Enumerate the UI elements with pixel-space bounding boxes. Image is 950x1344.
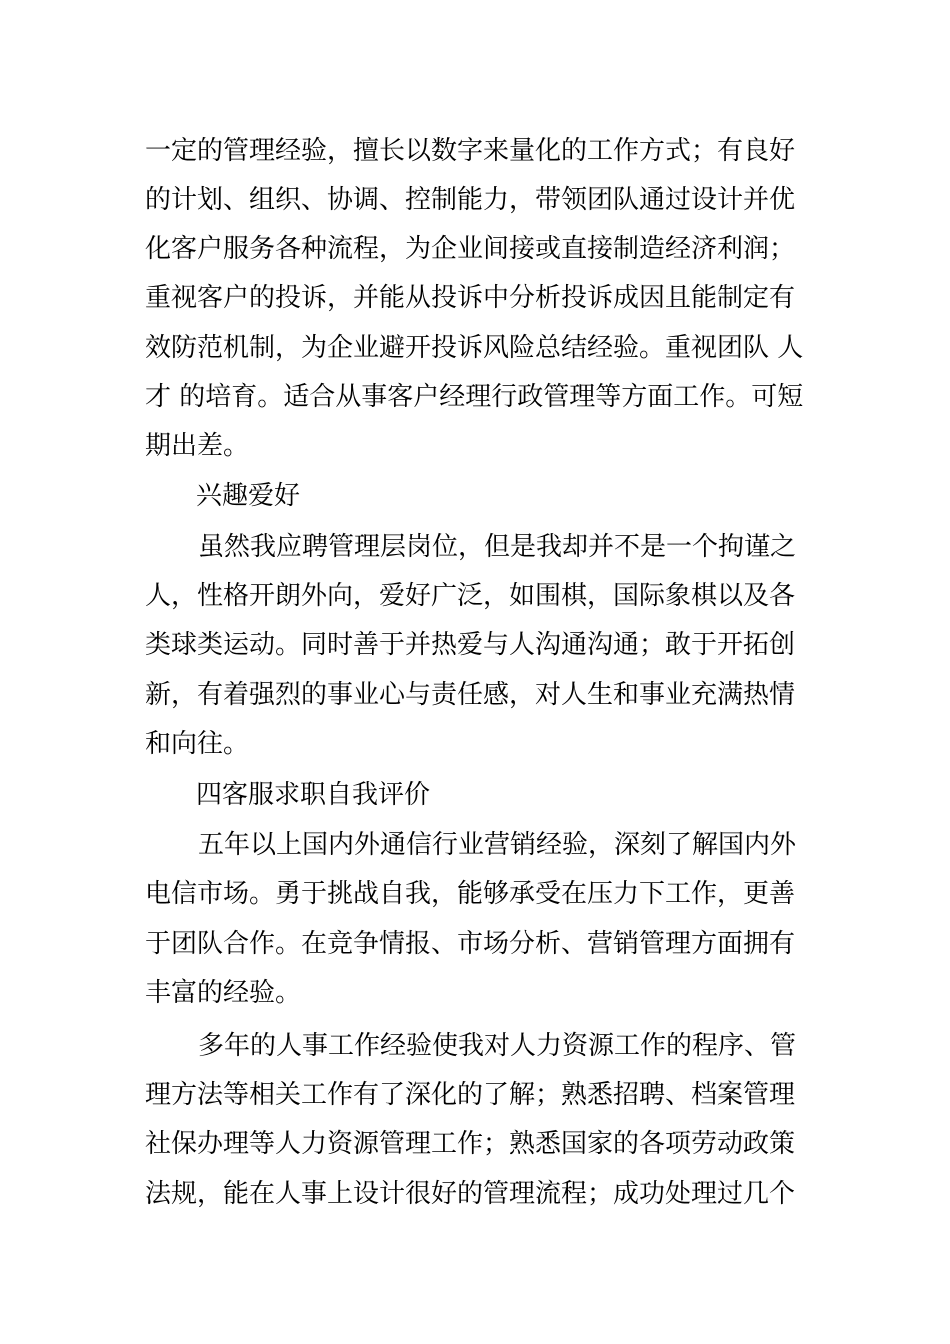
- body-text-line: 一定的管理经验，擅长以数字来量化的工作方式；有良好: [145, 136, 796, 166]
- body-text-line: 于团队合作。在竞争情报、市场分析、营销管理方面拥有: [145, 929, 796, 959]
- body-text-line: 新，有着强烈的事业心与责任感，对人生和事业充满热情: [145, 680, 796, 710]
- body-text-line: 化客户服务各种流程，为企业间接或直接制造经济利润；: [145, 234, 796, 264]
- paragraph-first-line: 多年的人事工作经验使我对人力资源工作的程序、管: [198, 1031, 797, 1061]
- body-text-line: 社保办理等人力资源管理工作；熟悉国家的各项劳动政策: [145, 1129, 796, 1159]
- section-heading-self-evaluation: 四客服求职自我评价: [196, 780, 431, 810]
- body-text-line: 效防范机制，为企业避开投诉风险总结经验。重视团队 人: [145, 333, 804, 363]
- body-text-line: 期出差。: [145, 431, 250, 461]
- body-text-line: 和向往。: [145, 729, 250, 759]
- body-text-line: 丰富的经验。: [145, 978, 302, 1008]
- body-text-line: 的计划、组织、协调、控制能力，带领团队通过设计并优: [145, 185, 796, 215]
- paragraph-first-line: 五年以上国内外通信行业营销经验，深刻了解国内外: [198, 830, 797, 860]
- paragraph-first-line: 虽然我应聘管理层岗位，但是我却并不是一个拘谨之: [198, 532, 797, 562]
- body-text-line: 法规，能在人事上设计很好的管理流程；成功处理过几个: [145, 1179, 796, 1209]
- body-text-line: 才 的培育。适合从事客户经理行政管理等方面工作。可短: [145, 382, 804, 412]
- body-text-line: 理方法等相关工作有了深化的了解；熟悉招聘、档案管理: [145, 1080, 796, 1110]
- section-heading-hobbies: 兴趣爱好: [196, 481, 301, 511]
- body-text-line: 类球类运动。同时善于并热爱与人沟通沟通；敢于开拓创: [145, 630, 796, 660]
- body-text-line: 电信市场。勇于挑战自我，能够承受在压力下工作，更善: [145, 879, 796, 909]
- body-text-line: 重视客户的投诉，并能从投诉中分析投诉成因且能制定有: [145, 283, 796, 313]
- body-text-line: 人，性格开朗外向，爱好广泛，如围棋，国际象棋以及各: [145, 581, 796, 611]
